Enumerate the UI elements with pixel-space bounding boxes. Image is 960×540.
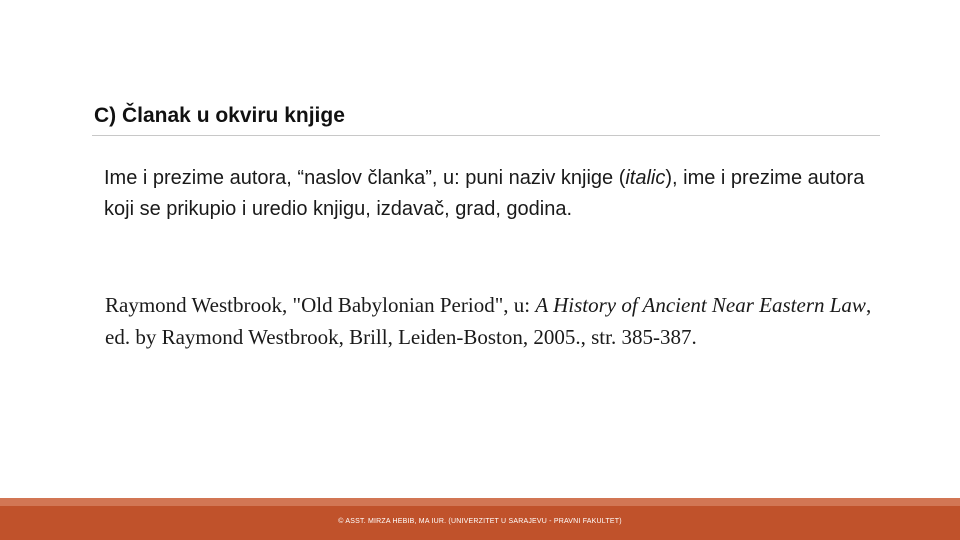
citation-format-description [104, 163, 884, 225]
example-text-part2: , ed. by Raymond Westbrook, Brill, Leiden-Boston, 2005., str. 385-387. [105, 293, 872, 349]
slide-title: C) Članak u okviru knjige [94, 104, 345, 127]
title-underline [92, 135, 880, 136]
citation-example [105, 289, 885, 353]
example-book-title: A History of Ancient Near Eastern Law [535, 293, 866, 317]
description-text-part2: ), ime i prezime autora koji se prikupio i uredio knjigu, izdavač, grad, godina. [104, 167, 865, 220]
description-text-part1: Ime i prezime autora, “naslov članka”, u: puni naziv knjige ( [104, 167, 626, 189]
footer-band-highlight [0, 498, 960, 506]
example-text-part1: Raymond Westbrook, "Old Babylonian Period", u: [105, 293, 536, 317]
description-text-italic: italic [625, 167, 666, 189]
footer-copyright: © ASST. MIRZA HEBIB, MA IUR. (UNIVERZITET U SARAJEVU - PRAVNI FAKULTET) [338, 518, 622, 525]
